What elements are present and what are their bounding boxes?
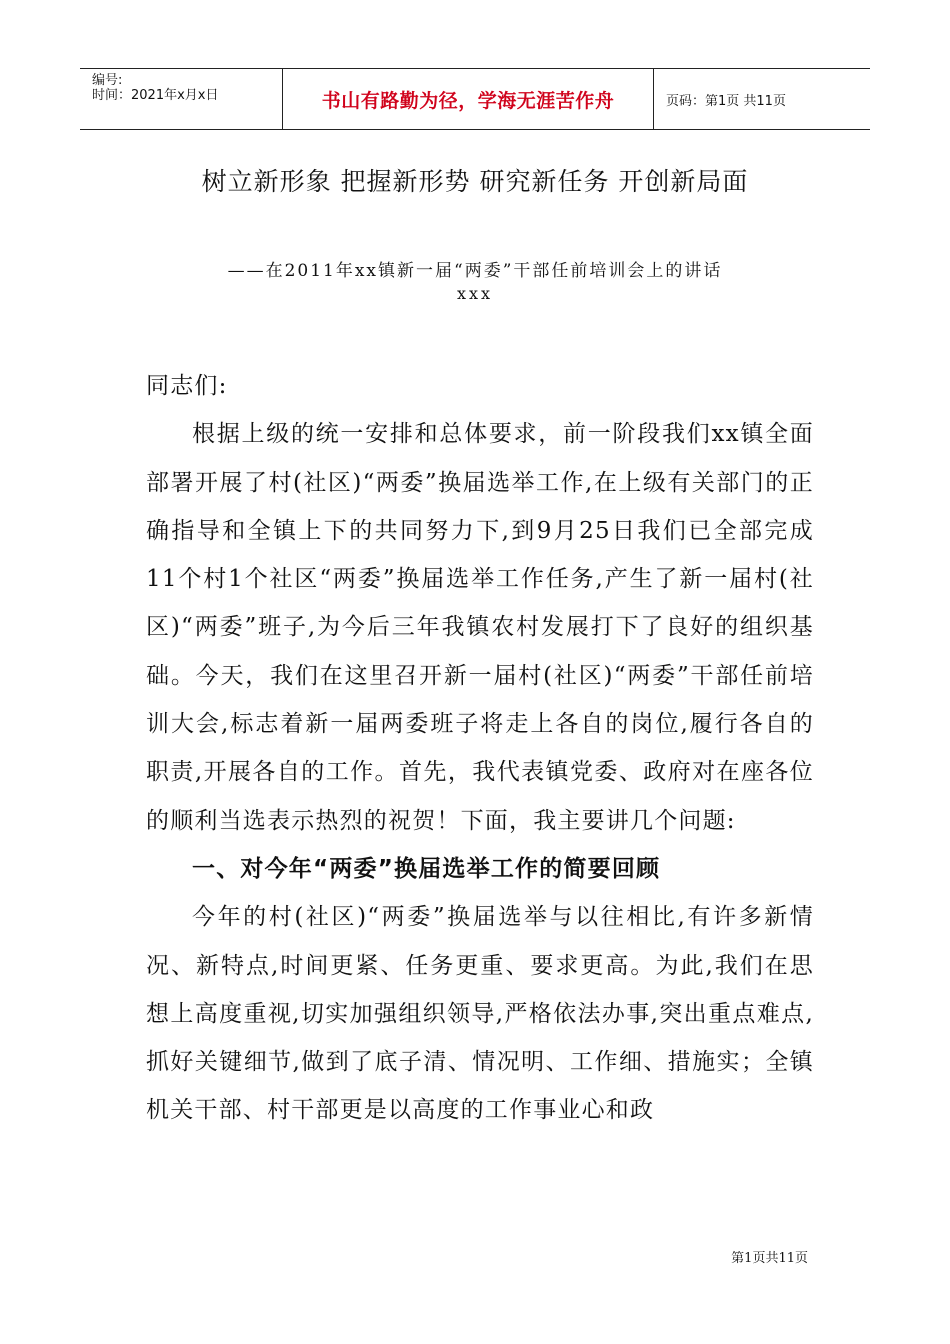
document-body — [146, 362, 814, 1135]
motto-text: 书山有路勤为径，学海无涯苦作舟 — [321, 89, 615, 112]
header-meta-cell — [80, 69, 282, 129]
page-info: 页码：第1页 共11页 — [666, 93, 786, 109]
header-page-cell — [654, 69, 870, 129]
author-name: xxx — [456, 284, 494, 303]
document-header — [80, 68, 870, 130]
paragraph-review: 今年的村(社区)“两委”换届选举与以往相比,有许多新情况、新特点,时间更紧、任务更重、要求更高。为此,我们在思想上高度重视,切实加强组织领导,严格依法办事,突出重点难点,抓好关键细节,做到了底子清、情况明、工作细、措施实；全镇机关干部、村干部更是以高度的工作事业心和政 — [146, 904, 814, 1124]
time-label: 时间：2021年x月x日 — [92, 88, 219, 103]
page-title: 树立新形象 把握新形势 研究新任务 开创新局面 — [201, 167, 749, 196]
page-footer: 第1页共11页 — [731, 1251, 808, 1266]
paragraph-intro: 根据上级的统一安排和总体要求，前一阶段我们xx镇全面部署开展了村(社区)“两委”换届选举工作,在上级有关部门的正确指导和全镇上下的共同努力下,到9月25日我们已全部完成11个村1个社区“两委”换届选举工作任务,产生了新一届村(社区)“两委”班子,为今后三年我镇农村发展打下了良好的组织基础。今天，我们在这里召开新一届村(社区)“两委”干部任前培训大会,标志着新一届两委班子将走上各自的岗位,履行各自的职责,开展各自的工作。首先，我代表镇党委、政府对在座各位的顺利当选表示热烈的祝贺！下面，我主要讲几个问题: — [146, 421, 814, 834]
salutation: 同志们: — [146, 373, 228, 399]
number-label: 编号: — [92, 73, 123, 88]
header-motto-cell — [282, 69, 654, 129]
section-heading: 一、对今年“两委”换届选举工作的简要回顾 — [192, 855, 661, 882]
speech-subtitle: ——在2011年xx镇新一届“两委”干部任前培训会上的讲话 — [227, 261, 723, 281]
